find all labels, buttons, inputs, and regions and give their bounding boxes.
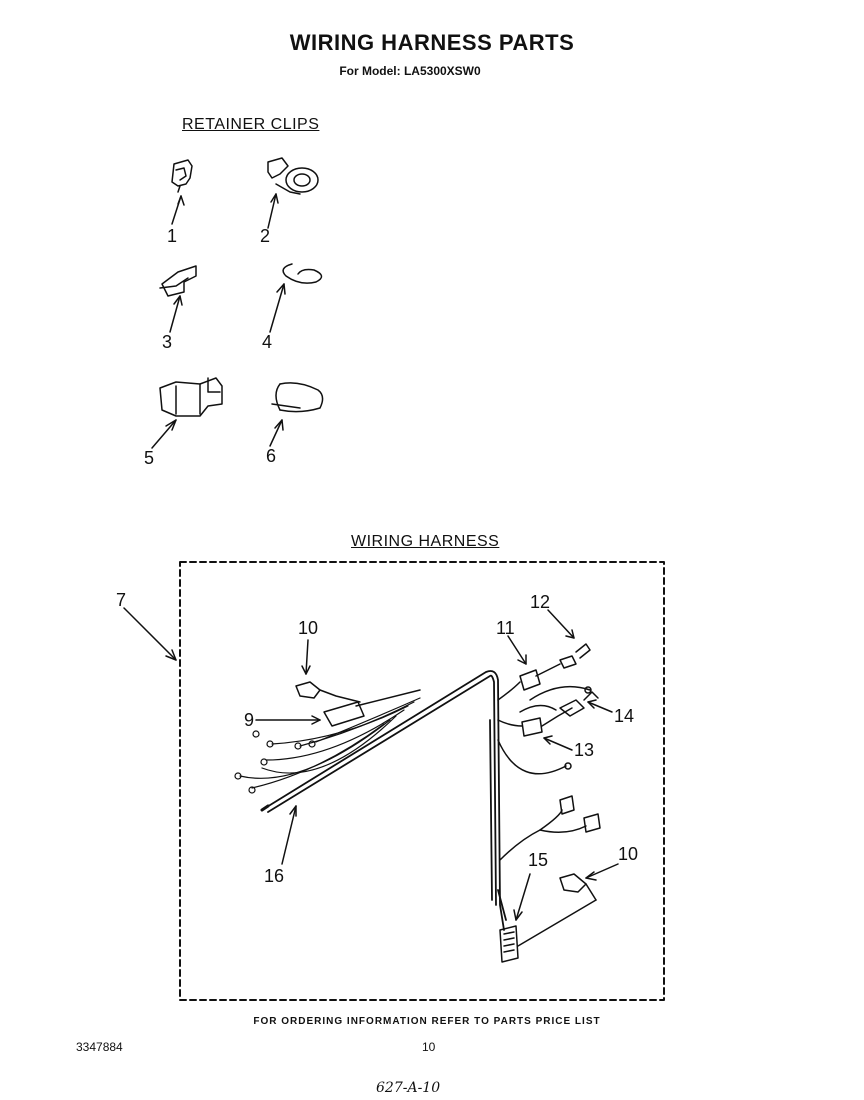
callout-15-leader — [516, 874, 530, 920]
callout-11: 11 — [496, 618, 515, 638]
retainer-clips-heading: RETAINER CLIPS — [182, 116, 320, 133]
connector-13 — [498, 708, 572, 774]
callout-12-leader — [548, 610, 574, 638]
callout-9: 9 — [244, 710, 255, 730]
wiring-harness-heading: WIRING HARNESS — [351, 533, 500, 550]
clip-1-icon — [172, 160, 192, 224]
clip-2-icon — [268, 158, 318, 228]
terminal-14 — [520, 687, 598, 716]
harness-boundary-box — [180, 562, 664, 1000]
callout-10-lower-leader — [586, 864, 618, 878]
model-subtitle: For Model: LA5300XSW0 — [339, 64, 481, 78]
terminal-12 — [560, 644, 590, 668]
clip-6-icon — [270, 383, 323, 446]
callout-11-leader — [508, 636, 526, 664]
clip-3-icon — [160, 266, 196, 332]
callout-10-upper-leader — [306, 640, 308, 674]
document-number: 3347884 — [76, 1040, 123, 1054]
callout-12: 12 — [530, 592, 551, 612]
clip-1-label: 1 — [167, 226, 178, 246]
callout-14: 14 — [614, 706, 635, 726]
callout-10-upper: 10 — [298, 618, 319, 638]
clip-6-label: 6 — [266, 446, 277, 466]
connector-11 — [498, 664, 560, 700]
callout-7: 7 — [116, 590, 127, 610]
terminal-10-upper — [296, 682, 360, 702]
callout-13: 13 — [574, 740, 595, 760]
clip-5-label: 5 — [144, 448, 155, 468]
ring-terminal-wires — [235, 698, 420, 793]
callout-10-lower: 10 — [618, 844, 639, 864]
terminal-10-lower — [560, 874, 596, 900]
plug-15 — [500, 900, 596, 962]
handwritten-code: 627-A-10 — [376, 1080, 441, 1096]
lower-connectors — [500, 796, 600, 860]
callout-15: 15 — [528, 850, 549, 870]
clip-4-label: 4 — [262, 332, 273, 352]
callout-16-leader — [282, 806, 296, 864]
callout-16: 16 — [264, 866, 285, 886]
ordering-note: FOR ORDERING INFORMATION REFER TO PARTS PRICE LIST — [253, 1016, 601, 1027]
clip-3-label: 3 — [162, 332, 173, 352]
page-title: WIRING HARNESS PARTS — [289, 30, 575, 55]
callout-13-leader — [544, 738, 572, 750]
harness-trunk — [262, 671, 506, 930]
callout-7-leader — [124, 608, 176, 660]
clip-2-label: 2 — [260, 226, 271, 246]
clip-4-icon — [270, 264, 322, 332]
clip-5-icon — [152, 378, 222, 448]
page-number: 10 — [422, 1040, 436, 1054]
callout-14-leader — [588, 702, 612, 712]
